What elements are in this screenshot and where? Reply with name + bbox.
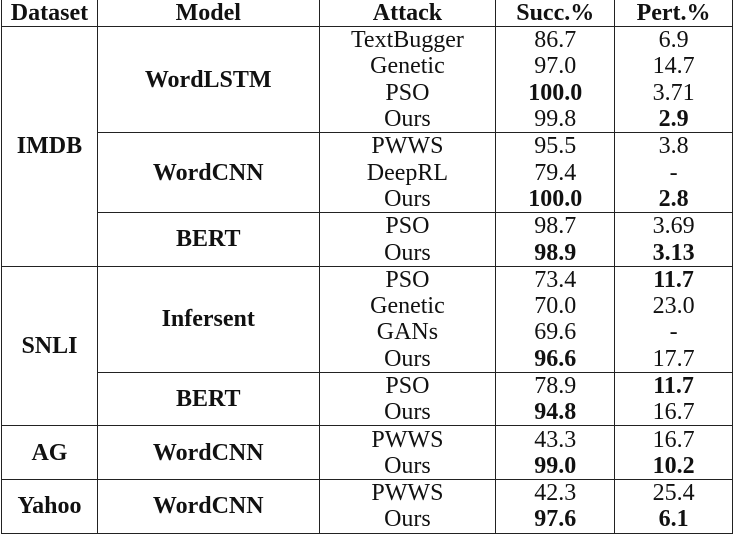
model-cell: WordCNN — [97, 426, 319, 480]
table-row — [2, 480, 733, 507]
perturbation-rate-cell: 2.8 — [615, 186, 733, 213]
header-model: Model — [97, 0, 319, 27]
dataset-cell: IMDB — [2, 27, 98, 267]
success-rate-cell: 98.9 — [496, 239, 615, 266]
attack-cell: PSO — [319, 266, 496, 293]
success-rate-cell: 98.7 — [496, 213, 615, 240]
success-rate-cell: 97.0 — [496, 53, 615, 79]
success-rate-cell: 99.0 — [496, 453, 615, 480]
table-row — [2, 426, 733, 453]
success-rate-cell: 69.6 — [496, 319, 615, 345]
model-cell: WordCNN — [97, 480, 319, 534]
perturbation-rate-cell: - — [615, 319, 733, 345]
success-rate-cell: 95.5 — [496, 133, 615, 160]
header-dataset: Dataset — [2, 0, 98, 27]
perturbation-rate-cell: 16.7 — [615, 426, 733, 453]
perturbation-rate-cell: 3.8 — [615, 133, 733, 160]
attack-cell: PSO — [319, 213, 496, 240]
success-rate-cell: 43.3 — [496, 426, 615, 453]
perturbation-rate-cell: 3.71 — [615, 80, 733, 106]
model-cell: WordLSTM — [97, 27, 319, 133]
dataset-cell: AG — [2, 426, 98, 480]
attack-cell: Ours — [319, 453, 496, 480]
success-rate-cell: 79.4 — [496, 159, 615, 185]
results-table — [1, 0, 733, 534]
perturbation-rate-cell: 2.9 — [615, 106, 733, 133]
success-rate-cell: 94.8 — [496, 399, 615, 426]
attack-cell: PSO — [319, 372, 496, 399]
table-row — [2, 372, 733, 399]
model-cell: BERT — [97, 372, 319, 426]
attack-cell: Ours — [319, 346, 496, 373]
attack-cell: GANs — [319, 319, 496, 345]
perturbation-rate-cell: 25.4 — [615, 480, 733, 507]
table-row — [2, 133, 733, 160]
perturbation-rate-cell: 11.7 — [615, 372, 733, 399]
header-attack: Attack — [319, 0, 496, 27]
attack-cell: DeepRL — [319, 159, 496, 185]
model-cell: Infersent — [97, 266, 319, 372]
attack-cell: TextBugger — [319, 27, 496, 54]
perturbation-rate-cell: 6.9 — [615, 27, 733, 54]
success-rate-cell: 70.0 — [496, 293, 615, 319]
dataset-cell: Yahoo — [2, 480, 98, 534]
perturbation-rate-cell: 3.13 — [615, 239, 733, 266]
attack-cell: Ours — [319, 239, 496, 266]
success-rate-cell: 99.8 — [496, 106, 615, 133]
attack-cell: PWWS — [319, 480, 496, 507]
model-cell: BERT — [97, 213, 319, 267]
table-body — [2, 27, 733, 534]
perturbation-rate-cell: 6.1 — [615, 506, 733, 533]
model-cell: WordCNN — [97, 133, 319, 213]
dataset-cell: SNLI — [2, 266, 98, 426]
perturbation-rate-cell: 16.7 — [615, 399, 733, 426]
attack-cell: Ours — [319, 106, 496, 133]
perturbation-rate-cell: - — [615, 159, 733, 185]
success-rate-cell: 96.6 — [496, 346, 615, 373]
attack-cell: Ours — [319, 506, 496, 533]
perturbation-rate-cell: 3.69 — [615, 213, 733, 240]
perturbation-rate-cell: 23.0 — [615, 293, 733, 319]
table-row — [2, 266, 733, 293]
perturbation-rate-cell: 10.2 — [615, 453, 733, 480]
perturbation-rate-cell: 11.7 — [615, 266, 733, 293]
perturbation-rate-cell: 14.7 — [615, 53, 733, 79]
attack-cell: PWWS — [319, 426, 496, 453]
success-rate-cell: 73.4 — [496, 266, 615, 293]
header-row — [2, 0, 733, 27]
attack-cell: Ours — [319, 399, 496, 426]
attack-cell: Genetic — [319, 293, 496, 319]
success-rate-cell: 86.7 — [496, 27, 615, 54]
success-rate-cell: 100.0 — [496, 186, 615, 213]
table-row — [2, 27, 733, 54]
table-row — [2, 213, 733, 240]
success-rate-cell: 78.9 — [496, 372, 615, 399]
attack-cell: Genetic — [319, 53, 496, 79]
attack-cell: Ours — [319, 186, 496, 213]
attack-cell: PWWS — [319, 133, 496, 160]
success-rate-cell: 42.3 — [496, 480, 615, 507]
attack-cell: PSO — [319, 80, 496, 106]
success-rate-cell: 97.6 — [496, 506, 615, 533]
perturbation-rate-cell: 17.7 — [615, 346, 733, 373]
success-rate-cell: 100.0 — [496, 80, 615, 106]
header-success-rate: Succ.% — [496, 0, 615, 27]
header-perturbation-rate: Pert.% — [615, 0, 733, 27]
